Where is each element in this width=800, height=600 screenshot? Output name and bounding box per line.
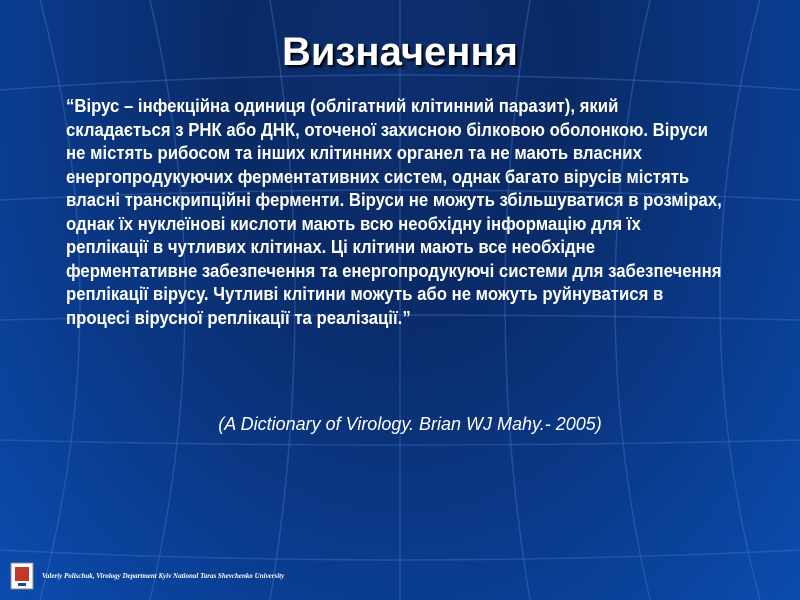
slide-title: Визначення [282, 30, 518, 74]
citation: (A Dictionary of Virology. Brian WJ Mahy.- 2005) [218, 414, 602, 434]
footer [10, 562, 410, 590]
university-logo-icon [10, 562, 34, 590]
footer-text: Valeriy Polischuk, Virology Department Kyiv National Taras Shevchenko University [42, 572, 285, 580]
definition-quote: “Вірус – інфекційна одиниця (облігатний клітинний паразит), який складається з РНК або ДНК, оточеної захисною білковою оболонкою. Віруси не містять рибосом та інших клітинних органел та не мають власних енергопродукуючих ферментативних систем, однак багато вірусів містять власні транскрипційні ферменти. Віруси не можуть збільшуватися в розмірах, однак їх нуклеїнові кислоти мають всю необхідну інформацію для їх реплікації в чутливих клітинах. Ці клітини мають все необхідне ферментативне забезпечення та енергопродукуючі системи для забезпечення реплікації вірусу. Чутливі клітини можуть або не можуть руйнуватися в процесі вірусної реплікації та реалізації.” [66, 96, 722, 328]
